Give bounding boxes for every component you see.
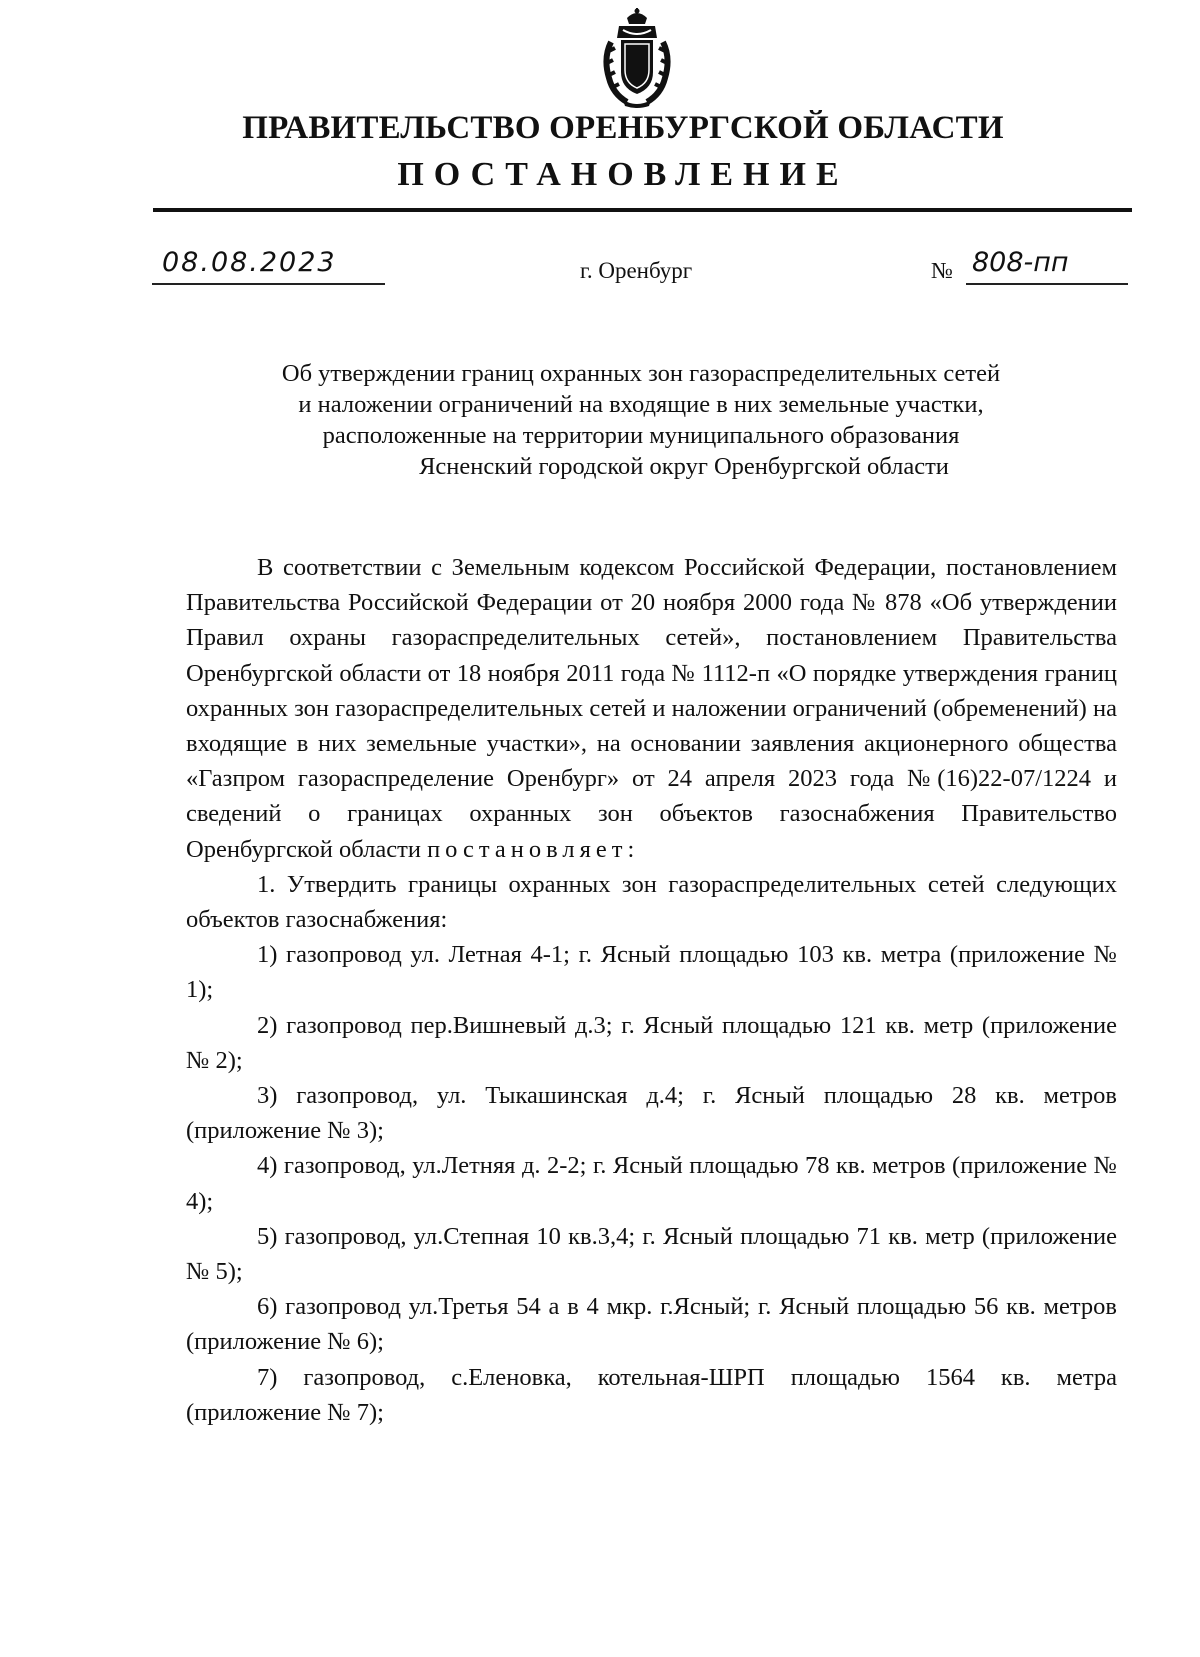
subitem-paragraph: 4) газопровод, ул.Летняя д. 2-2; г. Ясный площадью 78 кв. метров (приложение № 4); [186, 1152, 1117, 1215]
preamble-paragraph [186, 550, 1117, 867]
document-body [186, 550, 1117, 1430]
number-underline [966, 283, 1128, 285]
subitem-paragraph: 1) газопровод ул. Летная 4-1; г. Ясный площадью 103 кв. метра (приложение № 1); [186, 941, 1117, 1004]
preamble-text: В соответствии с Земельным кодексом Российской Федерации, постановлением Правительства Российской Федерации от 20 ноября 2000 года № 878 «Об утверждении Правил охраны газораспределительных сетей», постановлением Правительства Оренбургской области от 18 ноября 2011 года № 1112-п «О порядке утверждения границ охранных зон газораспределительных сетей и наложении ограничений (обременений) на входящие в них земельные участки», на основании заявления акционерного общества «Газпром газораспределение Оренбург» от 24 апреля 2023 года №(16)22-07/1224 и сведений о границах охранных зон объектов газоснабжения Правительство Оренбургской области [186, 554, 1117, 863]
subitem-paragraph: 7) газопровод, с.Еленовка, котельная-ШРП площадью 1564 кв. метра (приложение № 7); [186, 1363, 1117, 1426]
subitem-paragraph: 2) газопровод пер.Вишневый д.3; г. Ясный площадью 121 кв. метр (приложение № 2); [186, 1011, 1117, 1074]
document-subject [0, 358, 1200, 482]
document-type: ПОСТАНОВЛЕНИЕ [397, 156, 849, 193]
document-date: 08.08.2023 [162, 247, 337, 278]
coat-of-arms-icon [601, 8, 673, 108]
resolves-word: постановляет: [427, 835, 640, 863]
item-paragraph: 1. Утвердить границы охранных зон газораспределительных сетей следующих объектов газоснабжения: [186, 870, 1117, 934]
subject-line: Об утверждении границ охранных зон газораспределительных сетей [281, 360, 1001, 387]
date-underline [152, 283, 385, 285]
subitem-paragraph: 3) газопровод, ул. Тыкашинская д.4; г. Ясный площадью 28 кв. метров (приложение № 3); [186, 1082, 1117, 1145]
subitem-paragraph: 5) газопровод, ул.Степная 10 кв.3,4; г. Ясный площадью 71 кв. метр (приложение № 5); [186, 1222, 1117, 1286]
document-city: г. Оренбург [580, 258, 693, 283]
subitem-paragraph: 6) газопровод ул.Третья 54 а в 4 мкр. г.Ясный; г. Ясный площадью 56 кв. метров (приложение № 6); [186, 1293, 1117, 1356]
subject-line: и наложении ограничений на входящие в них земельные участки, [298, 391, 984, 418]
subject-line: Ясненский городской округ Оренбургской области [419, 453, 949, 480]
header-rule [153, 208, 1132, 212]
document-number: 808-пп [972, 247, 1069, 278]
subject-line: расположенные на территории муниципального образования [322, 422, 960, 449]
government-title: ПРАВИТЕЛЬСТВО ОРЕНБУРГСКОЙ ОБЛАСТИ [242, 110, 1004, 146]
number-label: № [931, 258, 953, 283]
